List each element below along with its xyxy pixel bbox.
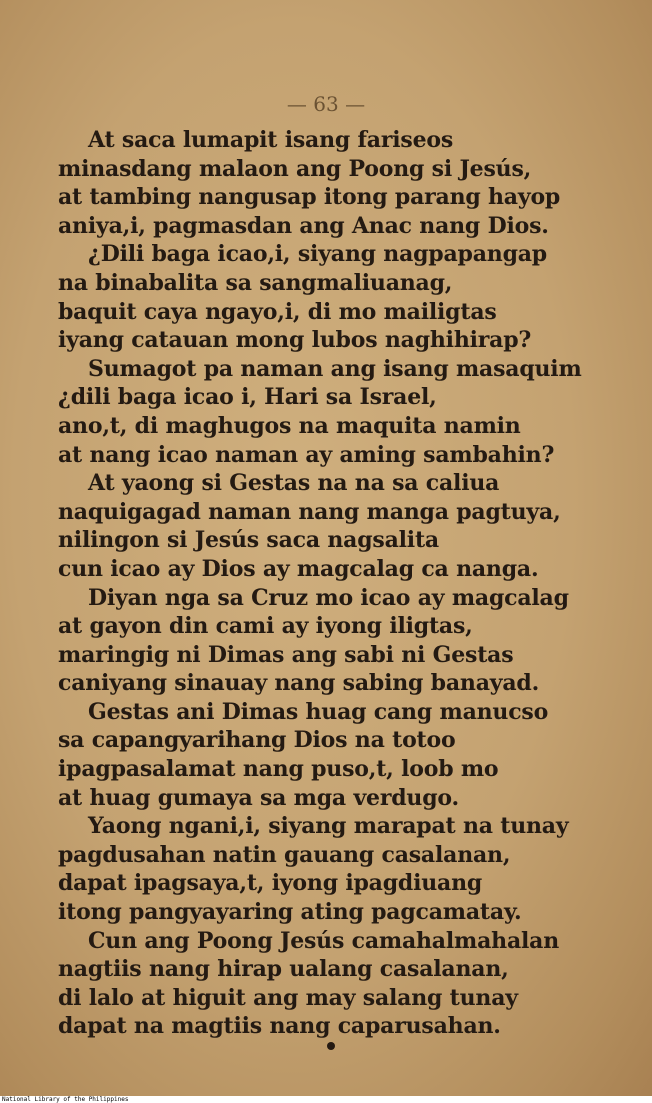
text-line: na binabalita sa sangmaliuanag, xyxy=(58,269,453,296)
text-line: dapat ipagsaya,t, iyong ipagdiuang xyxy=(58,870,483,897)
text-line: naquigagad naman nang manga pagtuya, xyxy=(58,498,561,525)
end-dot xyxy=(327,1042,335,1050)
text-line: ¿Dili baga icao,i, siyang nagpapangap xyxy=(88,241,547,268)
text-line: di lalo at higuit ang may salang tunay xyxy=(58,984,518,1011)
text-line: caniyang sinauay nang sabing banayad. xyxy=(58,670,540,697)
text-line: Yaong ngani,i, siyang marapat na tunay xyxy=(88,813,569,840)
text-line: at huag gumaya sa mga verdugo. xyxy=(58,784,459,811)
text-line: ano,t, di maghugos na maquita namin xyxy=(58,412,521,439)
text-line: Cun ang Poong Jesús camahalmahalan xyxy=(88,927,560,954)
page-number: — 63 — xyxy=(286,92,366,116)
text-line: ¿dili baga icao i, Hari sa Israel, xyxy=(58,384,437,411)
text-line: pagdusahan natin gauang casalanan, xyxy=(58,841,511,868)
text-line: minasdang malaon ang Poong si Jesús, xyxy=(58,155,532,182)
text-line: maringig ni Dimas ang sabi ni Gestas xyxy=(58,641,514,668)
text-line: nagtiis nang hirap ualang casalanan, xyxy=(58,956,509,983)
text-line: Diyan nga sa Cruz mo icao ay magcalag xyxy=(88,584,569,611)
text-line: Gestas ani Dimas huag cang manucso xyxy=(88,698,549,725)
text-line: nilingon si Jesús saca nagsalita xyxy=(58,527,439,554)
poem-text xyxy=(58,126,628,1041)
text-line: at nang icao naman ay aming sambahin? xyxy=(58,441,555,468)
text-line: cun icao ay Dios ay magcalag ca nanga. xyxy=(58,555,539,582)
text-line: sa capangyarihang Dios na totoo xyxy=(58,727,456,754)
footer-credit: National Library of the Philippines xyxy=(2,1096,129,1103)
text-line: iyang catauan mong lubos naghihirap? xyxy=(58,327,532,354)
text-line: at gayon din cami ay iyong iligtas, xyxy=(58,613,473,640)
text-line: at tambing nangusap itong parang hayop xyxy=(58,184,561,211)
text-line: itong pangyayaring ating pagcamatay. xyxy=(58,899,522,926)
text-line: At saca lumapit isang fariseos xyxy=(88,127,454,153)
text-line: dapat na magtiis nang caparusahan. xyxy=(58,1013,501,1040)
text-line: At yaong si Gestas na na sa caliua xyxy=(88,470,500,497)
text-line: aniya,i, pagmasdan ang Anac nang Dios. xyxy=(58,212,549,239)
text-line: baquit caya ngayo,i, di mo mailigtas xyxy=(58,298,497,325)
text-line: ipagpasalamat nang puso,t, loob mo xyxy=(58,756,499,783)
text-line: Sumagot pa naman ang isang masaquim xyxy=(88,355,582,382)
